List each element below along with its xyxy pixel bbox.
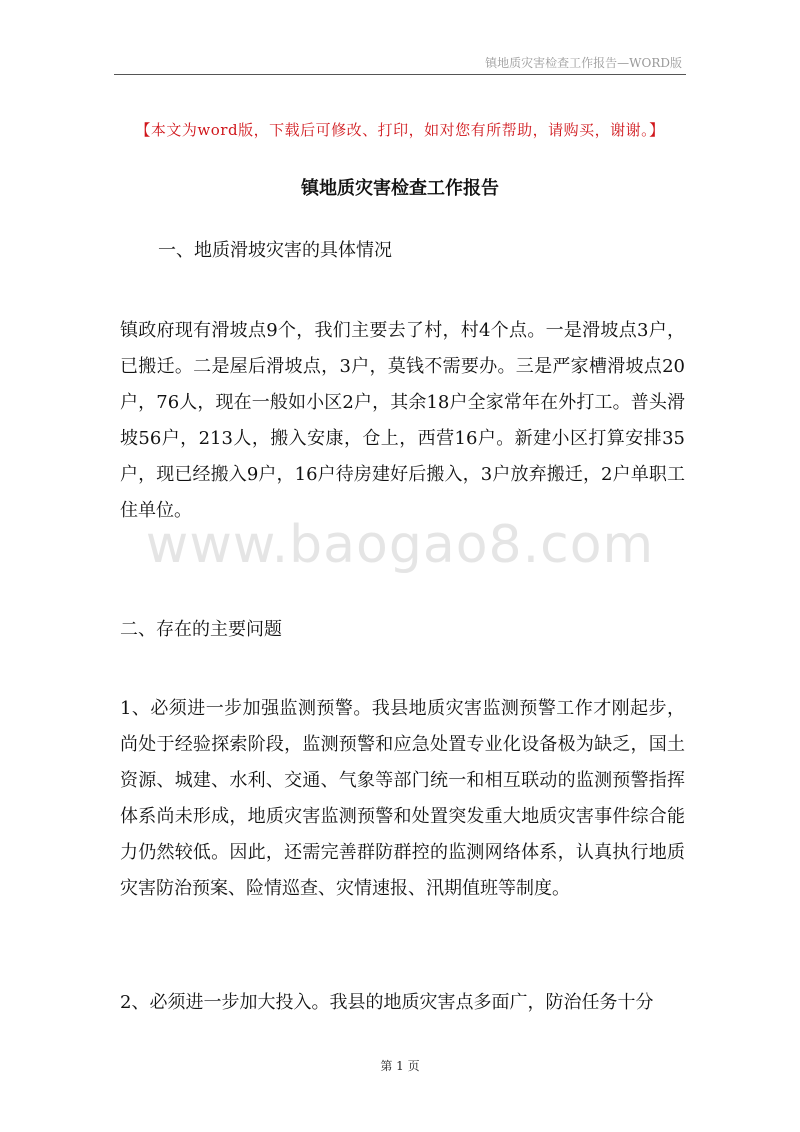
page-header [114,52,686,75]
header-text: 镇地质灾害检查工作报告—WORD版 [485,56,682,70]
watermark: www.baogao8.com [145,515,655,575]
document-title: 镇地质灾害检查工作报告 [301,178,499,199]
section-heading-2: 二、存在的主要问题 [120,619,282,640]
section-1-paragraph: 镇政府现有滑坡点9个，我们主要去了村，村4个点。一是滑坡点3户，已搬迁。二是屋后滑坡点，3户，莫钱不需要办。三是严家槽滑坡点20户，76人，现在一般如小区2户，其余18户全家常年在外打工。普头滑坡56户，213人，搬入安康，仓上，西营16户。新建小区打算安排35户，现已经搬入9户，16户待房建好后搬入，3户放弃搬迁，2户单职工住单位。 [120,320,685,521]
problem-item-1: 1、必须进一步加强监测预警。我县地质灾害监测预警工作才刚起步，尚处于经验探索阶段，监测预警和应急处置专业化设备极为缺乏，国土资源、城建、水利、交通、气象等部门统一和相互联动的监测预警指挥体系尚未形成，地质灾害监测预警和处置突发重大地质灾害事件综合能力仍然较低。因此，还需完善群防群控的监测网络体系，认真执行地质灾害防治预案、险情巡查、灾情速报、汛期值班等制度。 [120,698,685,899]
page-number: 第 1 页 [380,1059,420,1073]
purchase-notice: 【本文为word版，下载后可修改、打印，如对您有所帮助，请购买，谢谢。】 [135,121,665,139]
problem-item-2: 2、必须进一步加大投入。我县的地质灾害点多面广，防治任务十分 [120,992,654,1013]
section-heading-1: 一、地质滑坡灾害的具体情况 [158,240,392,261]
